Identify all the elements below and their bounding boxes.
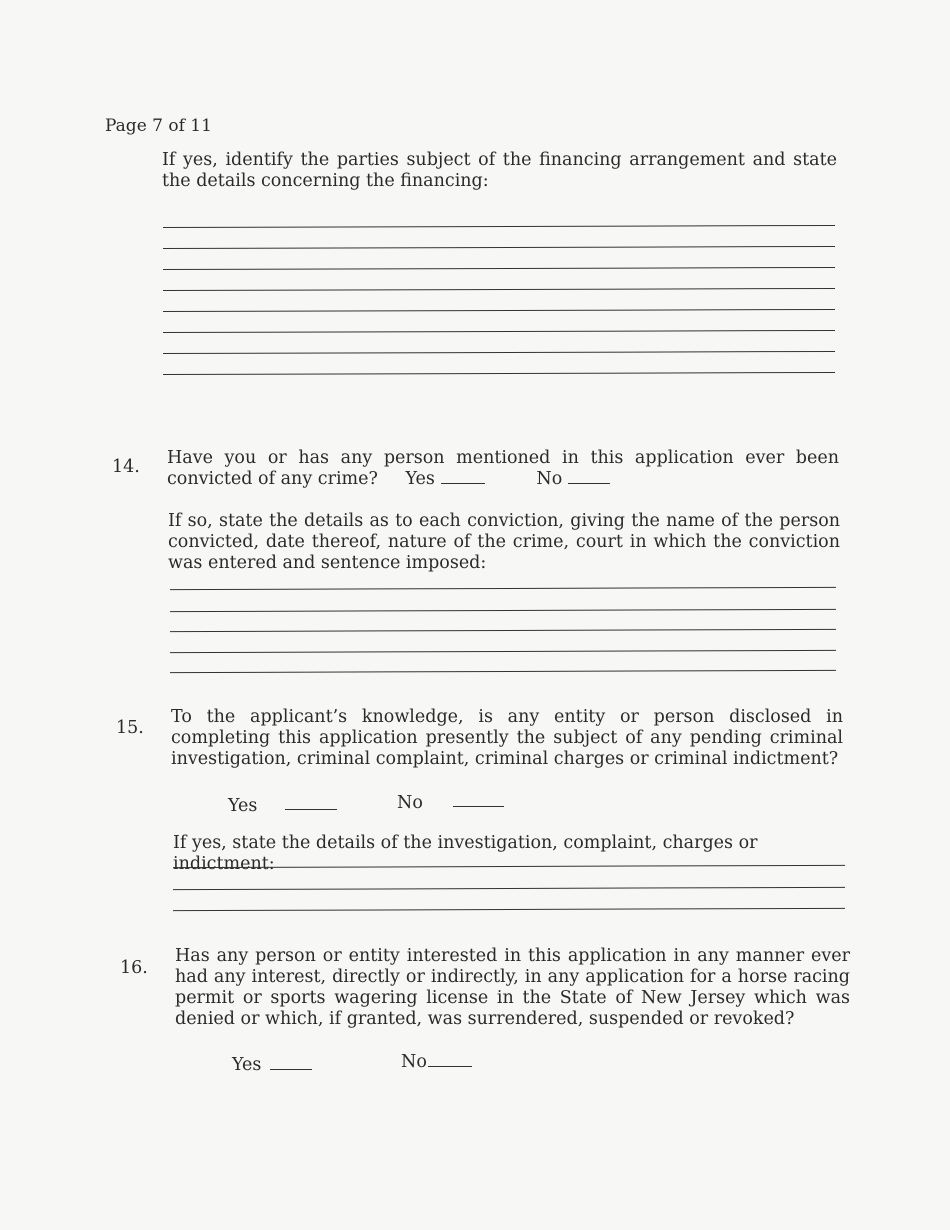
financing-answer-line[interactable] (163, 246, 835, 249)
question-14-number: 14. (112, 457, 140, 477)
question-14-prompt: Have you or has any person mentioned in this application ever been convicted of any crime? (167, 448, 839, 489)
question-16-no-blank[interactable] (428, 1066, 472, 1067)
page-number: Page 7 of 11 (105, 116, 212, 136)
question-14-no-label: No (536, 469, 563, 489)
conviction-answer-line[interactable] (170, 629, 836, 632)
question-15-text: To the applicant’s knowledge, is any entity or person disclosed in completing this application presently the subject of any pending criminal investigation, criminal complaint, criminal charges or criminal indictment? (171, 707, 843, 769)
investigation-answer-line[interactable] (173, 887, 845, 890)
financing-answer-line[interactable] (163, 288, 835, 291)
question-14-text (167, 448, 839, 490)
financing-details-prompt: If yes, identify the parties subject of the financing arrangement and state the details concerning the financing: (162, 150, 837, 191)
question-15-no-label: No (397, 793, 423, 813)
question-16-number: 16. (120, 958, 148, 978)
conviction-answer-line[interactable] (170, 650, 836, 653)
conviction-answer-line[interactable] (170, 587, 836, 590)
question-16-yes-label: Yes (232, 1055, 262, 1075)
financing-answer-line[interactable] (163, 225, 835, 228)
question-15-followup: If yes, state the details of the investigation, complaint, charges or indictment: (173, 833, 758, 874)
question-16-yes-blank[interactable] (270, 1069, 312, 1070)
question-15-yes-label: Yes (228, 796, 258, 816)
conviction-answer-line[interactable] (170, 670, 836, 673)
question-15-yes-blank[interactable] (285, 809, 337, 810)
financing-answer-line[interactable] (163, 330, 835, 333)
financing-answer-line[interactable] (163, 372, 835, 375)
financing-answer-line[interactable] (163, 267, 835, 270)
question-14-followup: If so, state the details as to each conviction, giving the name of the person convicted, date thereof, nature of the crime, court in which the conviction was entered and sentence imposed: (168, 511, 840, 573)
conviction-answer-line[interactable] (170, 609, 836, 612)
investigation-answer-line[interactable] (173, 908, 845, 911)
question-16-text: Has any person or entity interested in this application in any manner ever had any interest, directly or indirectly, in any application for a horse racing permit or sports wagering license in the State of New Jersey which was denied or which, if granted, was surrendered, suspended or revoked? (175, 946, 850, 1029)
financing-answer-line[interactable] (163, 309, 835, 312)
question-14-yes-label: Yes (405, 469, 435, 489)
question-15-number: 15. (116, 718, 144, 738)
financing-answer-line[interactable] (163, 351, 835, 354)
question-14-yes-blank[interactable] (441, 483, 485, 484)
question-14-no-blank[interactable] (568, 483, 610, 484)
question-16-no-label: No (401, 1052, 427, 1072)
question-15-no-blank[interactable] (453, 806, 504, 807)
